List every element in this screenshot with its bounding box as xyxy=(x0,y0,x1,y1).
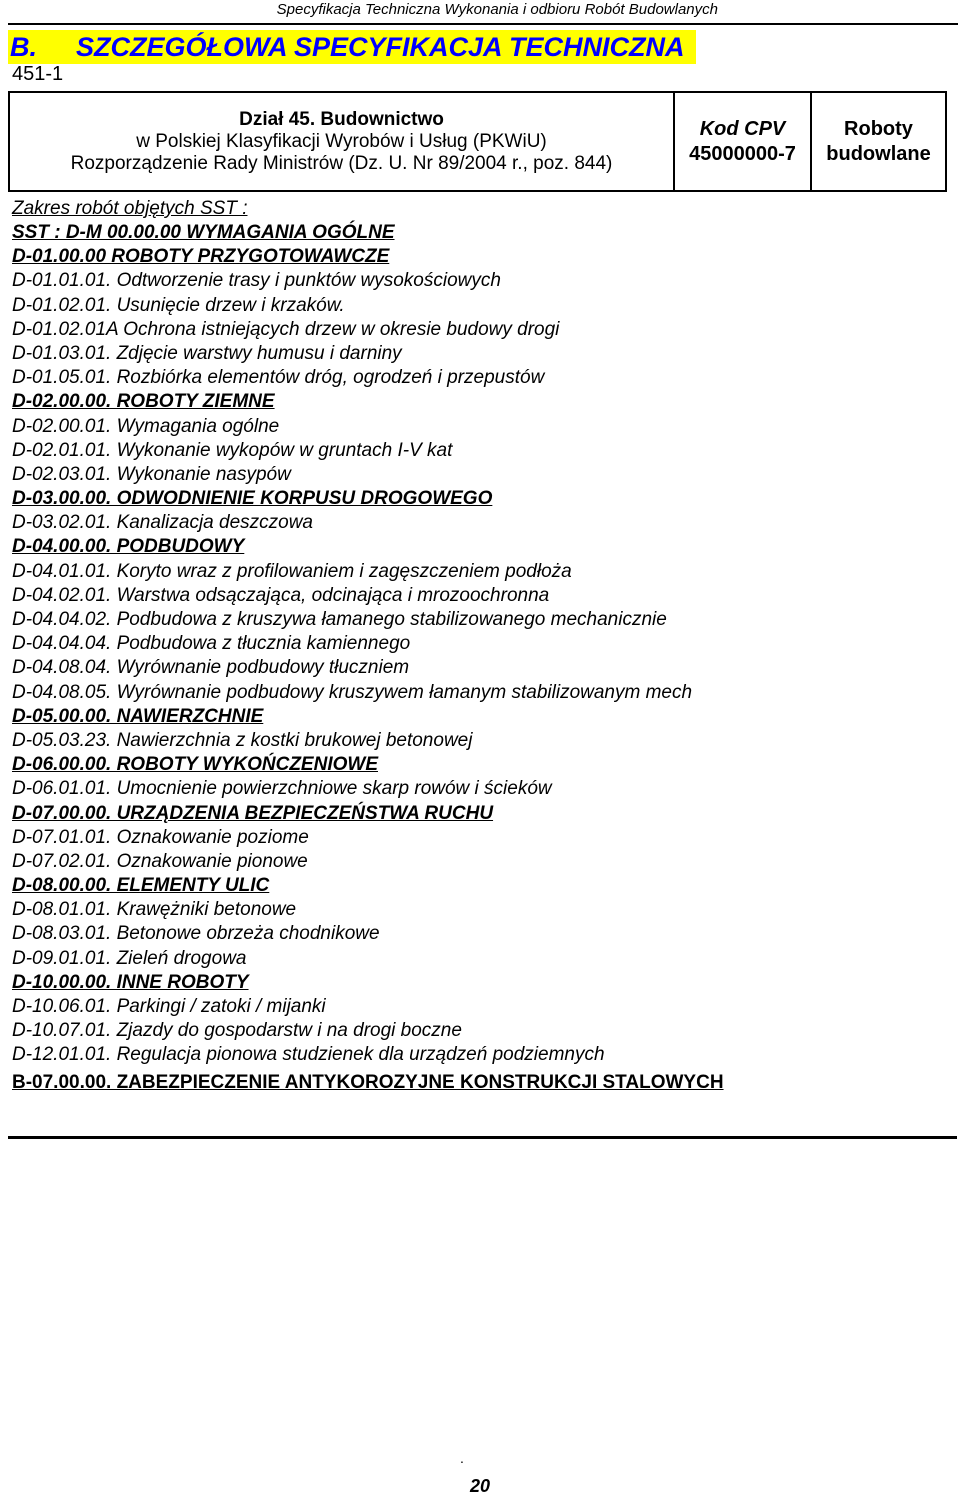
spec-item: D-04.04.02. Podbudowa z kruszywa łamanego stabilizowanego mechanicznie xyxy=(12,609,667,630)
spec-item: D-02.00.01. Wymagania ogólne xyxy=(12,415,280,437)
spec-item: D-08.01.01. Krawężniki betonowe xyxy=(12,899,297,921)
spec-item: D-04.01.01. Koryto wraz z profilowaniem i zagęszczeniem podłoża xyxy=(12,560,572,582)
spec-group-heading: D-05.00.00. NAWIERZCHNIE xyxy=(12,705,264,727)
spec-item: D-10.07.01. Zjazdy do gospodarstw i na drogi boczne xyxy=(12,1020,462,1042)
department-cell xyxy=(10,93,675,190)
section-letter: B. xyxy=(10,32,37,62)
spec-group-heading: D-07.00.00. URZĄDZENIA BEZPIECZEŃSTWA RUCHU xyxy=(12,802,494,824)
spec-item: D-07.01.01. Oznakowanie poziome xyxy=(12,826,309,848)
spec-group-heading: SST : D-M 00.00.00 WYMAGANIA OGÓLNE xyxy=(12,222,395,243)
spec-item: D-01.03.01. Zdjęcie warstwy humusu i darniny xyxy=(12,342,402,364)
spec-item: D-02.01.01. Wykonanie wykopów w gruntach I-V kat xyxy=(12,439,453,461)
spec-item: D-01.01.01. Odtworzenie trasy i punktów wysokościowych xyxy=(12,270,501,292)
spec-item: D-04.02.01. Warstwa odsączająca, odcinająca i mrozoochronna xyxy=(12,584,550,606)
scope-title: Zakres robót objętych SST : xyxy=(12,198,248,219)
department-line-3: Rozporządzenie Rady Ministrów (Dz. U. Nr 89/2004 r., poz. 844) xyxy=(70,152,613,174)
running-header-text: Specyfikacja Techniczna Wykonania i odbioru Robót Budowlanych xyxy=(276,1,718,18)
cpv-cell xyxy=(675,93,812,190)
spec-number: 451-1 xyxy=(12,63,64,85)
dot-mark: . xyxy=(460,1450,464,1466)
section-title: SZCZEGÓŁOWA SPECYFIKACJA TECHNICZNA xyxy=(76,32,685,62)
cpv-code: 45000000-7 xyxy=(689,142,796,165)
spec-item: D-09.01.01. Zieleń drogowa xyxy=(12,947,247,969)
spec-item: D-08.03.01. Betonowe obrzeża chodnikowe xyxy=(12,923,380,945)
spec-item: D-05.03.23. Nawierzchnia z kostki brukowej betonowej xyxy=(12,729,473,751)
department-line-2: w Polskiej Klasyfikacji Wyrobów i Usług (PKWiU) xyxy=(136,130,547,152)
spec-group-heading: D-08.00.00. ELEMENTY ULIC xyxy=(12,875,270,897)
spec-item: D-02.03.01. Wykonanie nasypów xyxy=(12,463,291,485)
spec-group-heading: D-10.00.00. INNE ROBOTY xyxy=(12,971,249,993)
spec-item: D-07.02.01. Oznakowanie pionowe xyxy=(12,850,308,872)
cpv-label: Kod CPV xyxy=(699,117,786,140)
classification-table xyxy=(8,91,947,192)
spec-item: D-10.06.01. Parkingi / zatoki / mijanki xyxy=(12,996,326,1017)
header-rule xyxy=(8,23,958,25)
spec-group-heading: D-02.00.00. ROBOTY ZIEMNE xyxy=(12,391,275,413)
bottom-rule xyxy=(8,1136,957,1139)
spec-group-heading: B-07.00.00. ZABEZPIECZENIE ANTYKOROZYJNE KONSTRUKCJI STALOWYCH xyxy=(12,1071,724,1093)
page-number: 20 xyxy=(470,1476,491,1496)
spec-item: D-01.02.01. Usunięcie drzew i krzaków. xyxy=(12,294,345,316)
work-type-line-1: Roboty xyxy=(844,117,913,140)
spec-item: D-06.01.01. Umocnienie powierzchniowe skarp rowów i ścieków xyxy=(12,778,552,800)
department-line-1: Dział 45. Budownictwo xyxy=(239,108,444,130)
spec-item: D-04.08.05. Wyrównanie podbudowy kruszywem łamanym stabilizowanym mech xyxy=(12,681,693,703)
spec-group-heading: D-04.00.00. PODBUDOWY xyxy=(12,536,245,558)
spec-group-heading: D-03.00.00. ODWODNIENIE KORPUSU DROGOWEGO xyxy=(12,488,493,510)
spec-group-heading: D-01.00.00 ROBOTY PRZYGOTOWAWCZE xyxy=(12,246,390,268)
work-type-cell xyxy=(812,93,945,190)
spec-group-heading: D-06.00.00. ROBOTY WYKOŃCZENIOWE xyxy=(12,754,378,776)
spec-list xyxy=(12,221,942,1095)
spec-item: D-12.01.01. Regulacja pionowa studzienek dla urządzeń podziemnych xyxy=(12,1044,605,1066)
spec-item: D-03.02.01. Kanalizacja deszczowa xyxy=(12,512,314,534)
spec-item: D-01.05.01. Rozbiórka elementów dróg, ogrodzeń i przepustów xyxy=(12,367,545,389)
work-type-line-2: budowlane xyxy=(826,142,931,165)
section-banner xyxy=(8,30,696,64)
spec-item: D-01.02.01A Ochrona istniejących drzew w okresie budowy drogi xyxy=(12,318,560,340)
spec-item: D-04.04.04. Podbudowa z tłucznia kamiennego xyxy=(12,633,411,655)
spec-item: D-04.08.04. Wyrównanie podbudowy tłuczniem xyxy=(12,657,410,679)
